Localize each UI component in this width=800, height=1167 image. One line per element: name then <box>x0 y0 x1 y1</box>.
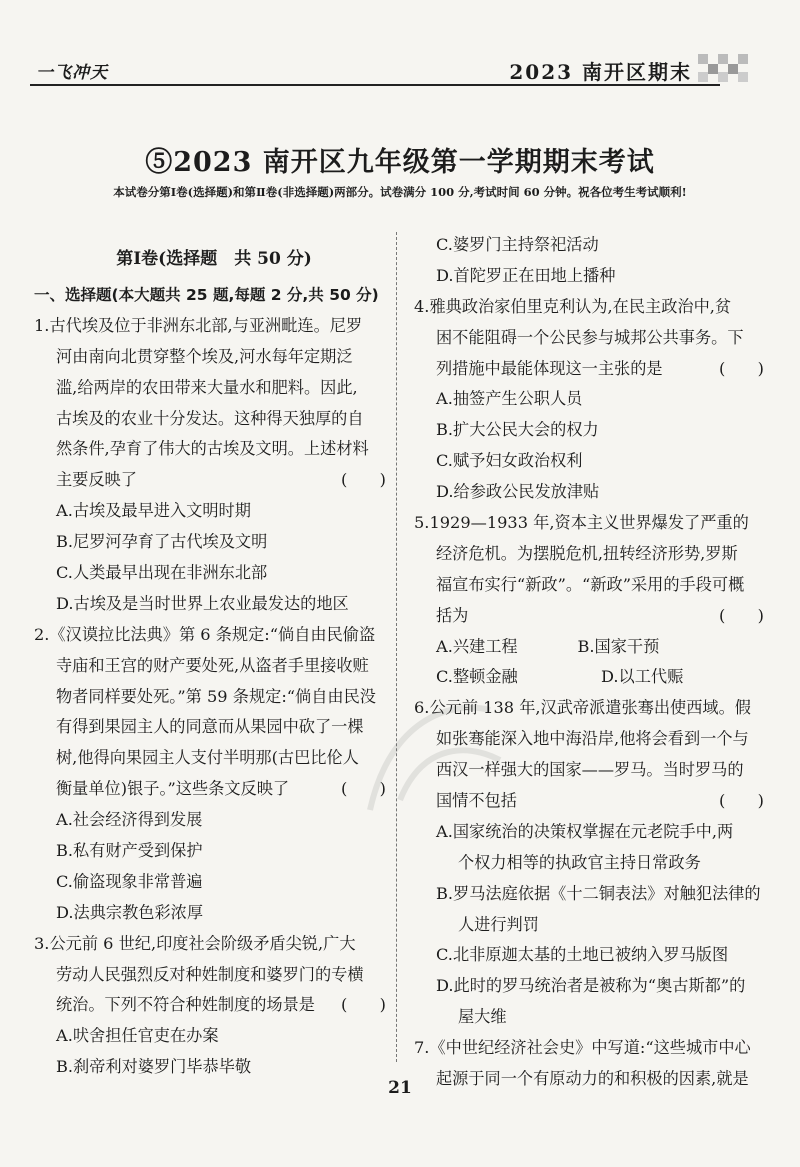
question-stem-text: 主要反映了 <box>56 470 137 490</box>
question-2 <box>34 620 388 929</box>
option-c[interactable]: C.北非原迦太基的土地已被纳入罗马版图 <box>436 945 729 965</box>
option-a[interactable]: A.国家统治的决策权掌握在元老院手中,两 <box>436 821 734 841</box>
option-b[interactable]: B.私有财产受到保护 <box>56 841 203 861</box>
answer-blank[interactable]: ( ) <box>718 605 764 625</box>
option-c[interactable]: C.整顿金融 <box>436 667 518 687</box>
option-c[interactable]: C.婆罗门主持祭祀活动 <box>436 235 599 254</box>
question-stem-text: 括为 <box>436 605 469 625</box>
question-stem-text: 列措施中最能体现这一主张的是 <box>436 358 663 378</box>
option-a[interactable]: A.古埃及最早进入文明时期 <box>56 501 251 521</box>
answer-blank[interactable]: ( ) <box>718 358 764 378</box>
question-stem: 有得到果园主人的同意而从果园中砍了一棵 <box>56 717 364 737</box>
option-c[interactable]: C.人类最早出现在非洲东北部 <box>56 563 268 583</box>
option-b[interactable]: B.尼罗河孕育了古代埃及文明 <box>56 532 268 552</box>
option-d[interactable]: D.法典宗教色彩浓厚 <box>56 902 204 922</box>
option-d-cont: 屋大维 <box>458 1007 507 1027</box>
option-a[interactable]: A.兴建工程 <box>436 636 518 656</box>
exam-intro: 本试卷分第Ⅰ卷(选择题)和第Ⅱ卷(非选择题)两部分。试卷满分 100 分,考试时间 60 分钟。祝各位考生考试顺利! <box>113 185 687 199</box>
question-4 <box>414 292 766 508</box>
answer-blank[interactable]: ( ) <box>340 470 386 490</box>
option-b[interactable]: B.扩大公民大会的权力 <box>436 420 599 440</box>
question-1 <box>34 311 388 620</box>
question-stem: 6.公元前 138 年,汉武帝派遣张骞出使西域。假 <box>414 698 751 718</box>
question-stem: 西汉一样强大的国家——罗马。当时罗马的 <box>436 760 744 780</box>
exam-title: ⑤2023 南开区九年级第一学期期末考试 <box>145 147 655 178</box>
option-row <box>414 662 766 693</box>
option-c[interactable]: C.偷盗现象非常普遍 <box>56 871 203 891</box>
option-d[interactable]: D.首陀罗正在田地上播种 <box>436 265 616 285</box>
question-stem: 劳动人民强烈反对种姓制度和婆罗门的专横 <box>56 964 364 984</box>
question-stem: 福宣布实行“新政”。“新政”采用的手段可概 <box>436 574 745 594</box>
question-stem <box>414 354 766 385</box>
right-column <box>414 230 766 1095</box>
question-stem: 7.《中世纪经济社会史》中写道:“这些城市中心 <box>414 1038 751 1058</box>
question-stem: 3.公元前 6 世纪,印度社会阶级矛盾尖锐,广大 <box>34 933 356 953</box>
question-stem: 2.《汉谟拉比法典》第 6 条规定:“倘自由民偷盗 <box>34 624 376 644</box>
option-b[interactable]: B.国家干预 <box>577 636 660 656</box>
question-stem: 树,他得向果园主人支付半明那(古巴比伦人 <box>56 748 359 768</box>
question-stem <box>34 465 388 496</box>
section-heading: 一、选择题(本大题共 25 题,每题 2 分,共 50 分) <box>34 286 379 304</box>
question-stem: 起源于同一个有原动力的和积极的因素,就是 <box>436 1069 749 1089</box>
question-stem: 物者同样要处死。”第 59 条规定:“倘自由民没 <box>56 686 376 706</box>
option-a-cont: 个权力相等的执政官主持日常政务 <box>458 852 701 872</box>
question-stem: 滥,给两岸的农田带来大量水和肥料。因此, <box>56 377 358 397</box>
question-stem-text: 衡量单位)银子。”这些条文反映了 <box>56 779 290 799</box>
question-stem-text: 国情不包括 <box>436 791 517 811</box>
option-b[interactable]: B.刹帝利对婆罗门毕恭毕敬 <box>56 1057 252 1077</box>
question-6 <box>414 693 766 1033</box>
question-3 <box>34 929 388 1083</box>
question-stem: 寺庙和王宫的财产要处死,从盗者手里接收赃 <box>56 655 369 675</box>
question-stem: 4.雅典政治家伯里克利认为,在民主政治中,贫 <box>414 296 732 316</box>
answer-blank[interactable]: ( ) <box>718 791 764 811</box>
question-stem-text: 统治。下列不符合种姓制度的场景是 <box>56 995 315 1015</box>
question-stem <box>414 786 766 817</box>
option-a[interactable]: A.吠舍担任官吏在办案 <box>56 1026 219 1046</box>
header-rule <box>30 84 720 86</box>
option-b[interactable]: B.罗马法庭依据《十二铜表法》对触犯法律的 <box>436 883 761 903</box>
option-a[interactable]: A.抽签产生公职人员 <box>436 389 583 409</box>
question-stem: 1.古代埃及位于非洲东北部,与亚洲毗连。尼罗 <box>34 315 363 335</box>
option-d[interactable]: D.给参政公民发放津贴 <box>436 482 600 502</box>
question-stem <box>34 990 388 1021</box>
section-title: 第Ⅰ卷(选择题 共 50 分) <box>116 249 312 269</box>
answer-blank[interactable]: ( ) <box>340 995 386 1015</box>
question-stem: 然条件,孕育了伟大的古埃及文明。上述材料 <box>56 439 369 459</box>
question-stem: 经济危机。为摆脱危机,扭转经济形势,罗斯 <box>436 543 738 563</box>
option-a[interactable]: A.社会经济得到发展 <box>56 810 203 830</box>
question-stem: 古埃及的农业十分发达。这种得天独厚的自 <box>56 408 364 428</box>
option-row <box>414 632 719 663</box>
question-stem: 如张骞能深入地中海沿岸,他将会看到一个与 <box>436 729 749 749</box>
option-d[interactable]: D.古埃及是当时世界上农业最发达的地区 <box>56 593 349 613</box>
question-stem: 困不能阻碍一个公民参与城邦公共事务。下 <box>436 327 744 347</box>
question-5 <box>414 508 766 693</box>
column-divider <box>396 232 397 1062</box>
question-stem <box>414 601 766 632</box>
question-stem <box>34 774 388 805</box>
answer-blank[interactable]: ( ) <box>340 779 386 799</box>
brand-logo: 一飞冲天 <box>36 63 108 83</box>
page-number: 21 <box>388 1078 412 1098</box>
question-stem: 5.1929—1933 年,资本主义世界爆发了严重的 <box>414 513 749 533</box>
question-stem: 河由南向北贯穿整个埃及,河水每年定期泛 <box>56 346 353 366</box>
option-b-cont: 人进行判罚 <box>458 914 539 934</box>
option-c[interactable]: C.赋予妇女政治权利 <box>436 451 583 471</box>
header-title: 2023 南开区期末 <box>509 60 692 84</box>
left-column <box>34 230 388 1083</box>
option-d[interactable]: D.以工代赈 <box>601 667 684 687</box>
option-d[interactable]: D.此时的罗马统治者是被称为“奥古斯都”的 <box>436 976 746 996</box>
header-decoration <box>698 54 748 82</box>
